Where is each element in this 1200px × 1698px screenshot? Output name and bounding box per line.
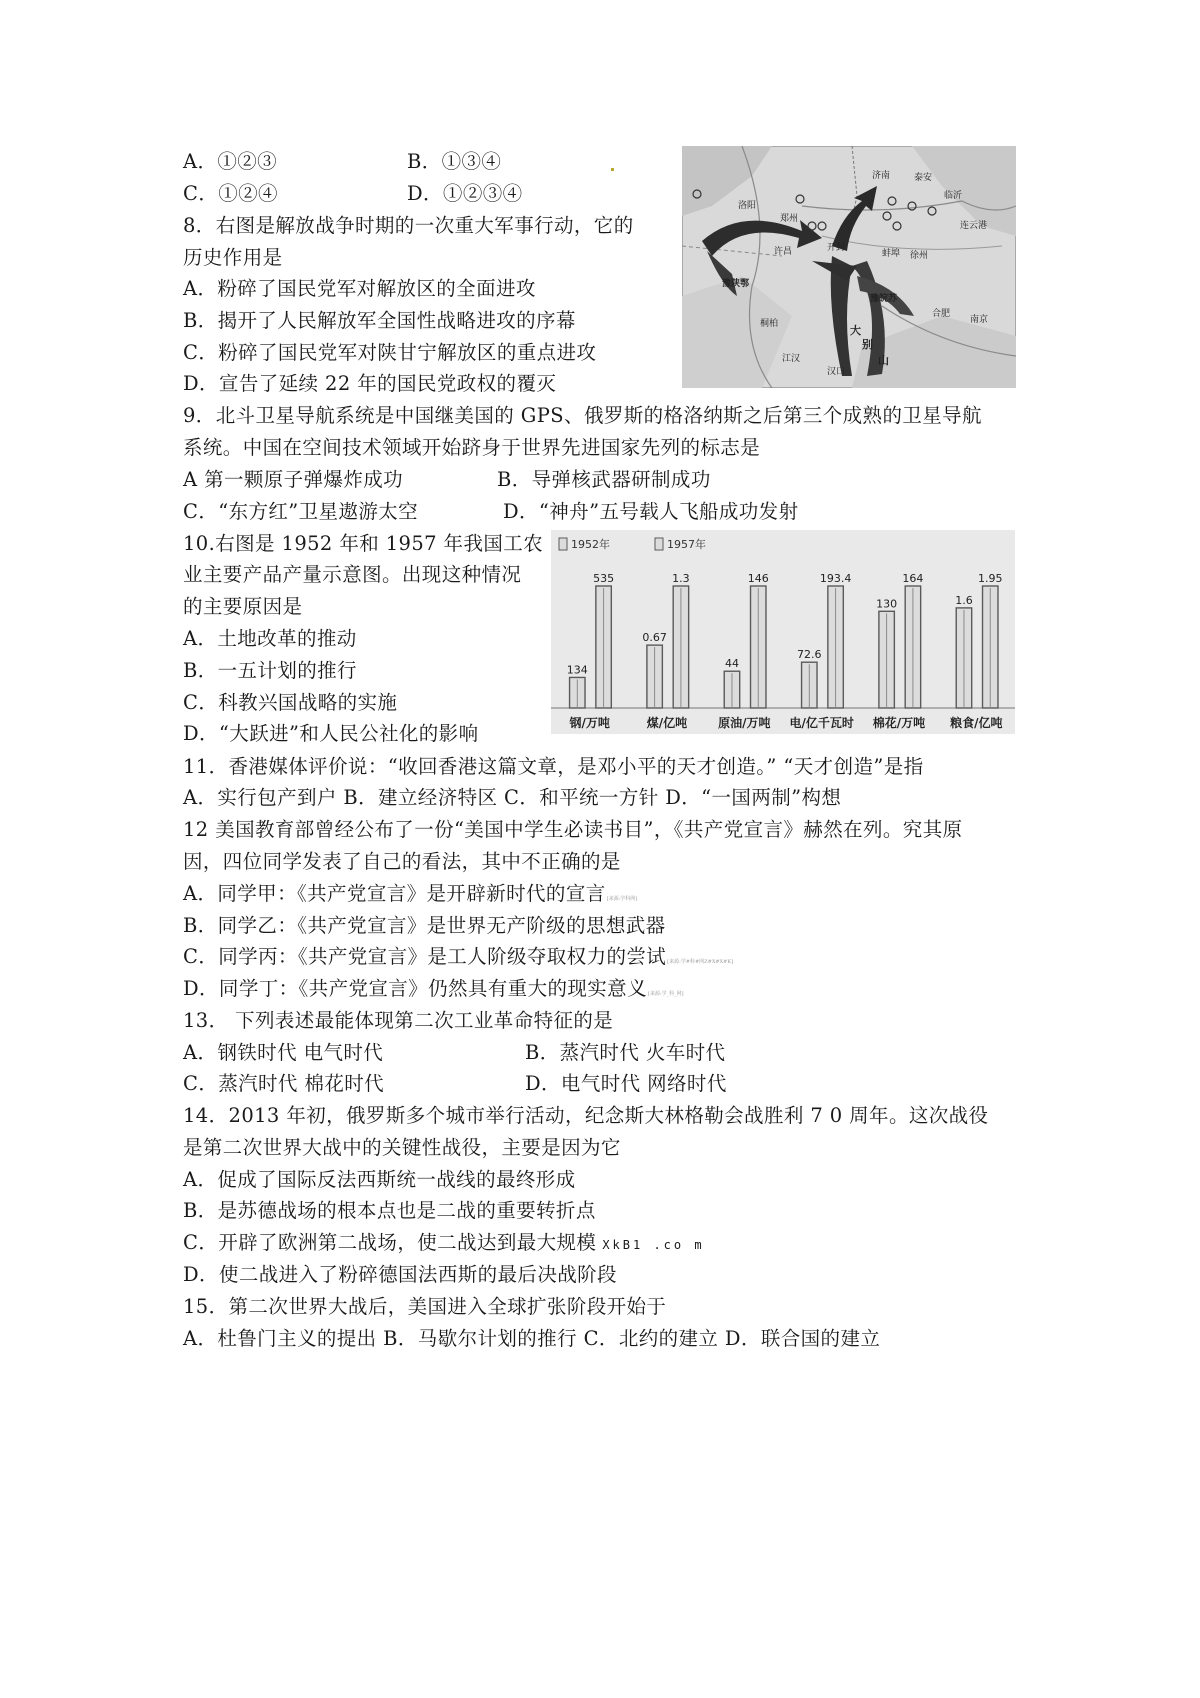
map-label: 许昌 bbox=[774, 247, 793, 257]
q8-option-d: D．宣告了延续 22 年的国民党政权的覆灭 bbox=[183, 372, 557, 395]
category-label: 原油/万吨 bbox=[718, 716, 771, 730]
q9-stem-line-2: 系统。中国在空间技术领域开始跻身于世界先进国家先列的标志是 bbox=[183, 436, 761, 459]
map-label: 桐柏 bbox=[760, 319, 779, 329]
map-label: 泰安 bbox=[914, 173, 933, 183]
site-watermark: XkB1 .co m bbox=[602, 1238, 705, 1252]
category-label: 电/亿千瓦时 bbox=[789, 716, 854, 730]
map-label: 汉口 bbox=[827, 367, 846, 377]
bar-value-label: 130 bbox=[876, 597, 898, 611]
q10-option-a: A．土地改革的推动 bbox=[183, 627, 357, 650]
q9-option-a: A 第一颗原子弹爆炸成功 bbox=[183, 468, 404, 491]
map-label: 别 bbox=[862, 338, 873, 351]
q7-option-a: A．①②③ bbox=[183, 150, 278, 173]
q11-stem: 11．香港媒体评价说：“收回香港这篇文章，是邓小平的天才创造。” “天才创造”是指 bbox=[183, 755, 924, 778]
map-label: 开封 bbox=[827, 243, 846, 253]
map-label: 临沂 bbox=[944, 191, 963, 201]
category-label: 棉花/万吨 bbox=[872, 716, 926, 730]
q13-option-c: C．蒸汽时代 棉花时代 bbox=[183, 1072, 385, 1095]
q12-option-c bbox=[183, 945, 733, 974]
q12-option-d-text: D．同学丁：《共产党宣言》仍然具有重大的现实意义 bbox=[183, 977, 647, 1000]
q8-stem-line-1: 8．右图是解放战争时期的一次重大军事行动，它的 bbox=[183, 214, 634, 237]
q8-option-a: A．粉碎了国民党军对解放区的全面进攻 bbox=[183, 277, 536, 300]
map-label: 徐州 bbox=[910, 251, 929, 261]
q14-option-b: B．是苏德战场的根本点也是二战的重要转折点 bbox=[183, 1199, 596, 1222]
q13-option-d: D．电气时代 网络时代 bbox=[525, 1072, 727, 1095]
q12-option-b: B．同学乙：《共产党宣言》是世界无产阶级的思想武器 bbox=[183, 914, 666, 937]
q9-option-b: B．导弹核武器研制成功 bbox=[497, 468, 711, 491]
stray-mark bbox=[611, 168, 614, 171]
source-watermark: [来源:学#科#网Z#X#X#K] bbox=[667, 959, 734, 965]
map-label: 江汉 bbox=[782, 354, 801, 364]
q12-option-a bbox=[183, 882, 637, 911]
q8-stem-line-2: 历史作用是 bbox=[183, 246, 283, 269]
q10-option-d: D．“大跃进”和人民公社化的影响 bbox=[183, 722, 479, 745]
map-label: 大 bbox=[850, 324, 861, 337]
q14-option-c-text: C．开辟了欧洲第二战场，使二战达到最大规模 bbox=[183, 1231, 597, 1254]
bar-value-label: 146 bbox=[747, 572, 769, 585]
campaign-map bbox=[682, 146, 1016, 388]
bar-value-label: 1.3 bbox=[672, 572, 690, 585]
bar-value-label: 535 bbox=[593, 572, 615, 585]
q15-options: A．杜鲁门主义的提出 B．马歇尔计划的推行 C．北约的建立 D．联合国的建立 bbox=[183, 1327, 881, 1350]
q11-options: A．实行包产到户 B．建立经济特区 C．和平统一方针 D．“一国两制”构想 bbox=[183, 786, 842, 809]
map-label: 豫陕鄂 bbox=[722, 279, 750, 289]
q8-option-b: B．揭开了人民解放军全国性战略进攻的序幕 bbox=[183, 309, 576, 332]
q7-option-b: B．①③④ bbox=[407, 150, 502, 173]
legend-label: 1957年 bbox=[667, 538, 706, 551]
source-watermark: [来源:学科网] bbox=[606, 896, 638, 902]
q14-option-a: A．促成了国际反法西斯统一战线的最终形成 bbox=[183, 1168, 576, 1191]
map-label: 洛阳 bbox=[738, 201, 757, 211]
q10-option-c: C．科教兴国战略的实施 bbox=[183, 691, 398, 714]
bar-value-label: 164 bbox=[902, 572, 924, 585]
q14-stem-line-2: 是第二次世界大战中的关键性战役，主要是因为它 bbox=[183, 1136, 621, 1159]
q9-option-c: C．“东方红”卫星遨游太空 bbox=[183, 500, 419, 523]
q12-stem-line-1: 12 美国教育部曾经公布了一份“美国中学生必读书目”，《共产党宣言》赫然在列。究其原 bbox=[183, 818, 963, 841]
category-label: 钢/万吨 bbox=[569, 716, 610, 730]
map-label: 连云港 bbox=[960, 221, 988, 231]
map-label: 南京 bbox=[970, 315, 989, 325]
map-label: 豫皖苏 bbox=[870, 294, 898, 304]
q12-stem-line-2: 因，四位同学发表了自己的看法，其中不正确的是 bbox=[183, 850, 621, 873]
map-label: 蚌埠 bbox=[882, 249, 901, 259]
q14-option-d: D．使二战进入了粉碎德国法西斯的最后决战阶段 bbox=[183, 1263, 617, 1286]
q12-option-a-text: A．同学甲：《共产党宣言》是开辟新时代的宣言 bbox=[183, 882, 606, 905]
q12-option-d bbox=[183, 977, 684, 1006]
bar-value-label: 44 bbox=[724, 657, 739, 671]
bar-value-label: 134 bbox=[566, 663, 588, 677]
bar-value-label: 1.95 bbox=[978, 572, 1003, 585]
q10-stem-line-2: 业主要产品产量示意图。出现这种情况 bbox=[183, 563, 522, 586]
production-bar-chart-svg bbox=[551, 530, 1015, 734]
q14-option-c bbox=[183, 1231, 705, 1257]
map-label: 山 bbox=[878, 354, 889, 367]
campaign-map-figure bbox=[682, 146, 1016, 388]
q9-stem-line-1: 9．北斗卫星导航系统是中国继美国的 GPS、俄罗斯的格洛纳斯之后第三个成熟的卫星导航 bbox=[183, 404, 982, 427]
q7-option-c: C．①②④ bbox=[183, 182, 278, 205]
category-label: 煤/亿吨 bbox=[646, 716, 688, 730]
bar-value-label: 1.6 bbox=[955, 593, 973, 607]
map-label: 郑州 bbox=[780, 214, 799, 224]
production-bar-chart bbox=[551, 530, 1015, 734]
bar-value-label: 72.6 bbox=[797, 648, 822, 662]
q14-stem-line-1: 14．2013 年初，俄罗斯多个城市举行活动，纪念斯大林格勒会战胜利 7 0 周年。这次战役 bbox=[183, 1104, 989, 1127]
q13-option-a: A．钢铁时代 电气时代 bbox=[183, 1041, 384, 1064]
q7-option-d: D．①②③④ bbox=[407, 182, 523, 205]
q15-stem: 15．第二次世界大战后，美国进入全球扩张阶段开始于 bbox=[183, 1295, 667, 1318]
legend-label: 1952年 bbox=[571, 538, 610, 551]
legend-swatch bbox=[655, 538, 663, 550]
category-label: 粮食/亿吨 bbox=[950, 716, 1003, 730]
q8-option-c: C．粉碎了国民党军对陕甘宁解放区的重点进攻 bbox=[183, 341, 597, 364]
q13-option-b: B．蒸汽时代 火车时代 bbox=[525, 1041, 726, 1064]
legend-swatch bbox=[559, 538, 567, 550]
map-label: 合肥 bbox=[932, 309, 951, 319]
bar-value-label: 0.67 bbox=[642, 631, 667, 645]
q9-option-d: D．“神舟”五号载人飞船成功发射 bbox=[503, 500, 799, 523]
q10-option-b: B．一五计划的推行 bbox=[183, 659, 357, 682]
map-label: 济南 bbox=[872, 171, 891, 181]
source-watermark: [来源:学_科_网] bbox=[648, 991, 684, 997]
q12-option-c-text: C．同学丙：《共产党宣言》是工人阶级夺取权力的尝试 bbox=[183, 945, 667, 968]
bar-value-label: 193.4 bbox=[819, 572, 852, 585]
q13-stem: 13． 下列表述最能体现第二次工业革命特征的是 bbox=[183, 1009, 614, 1032]
q10-stem-line-1: 10.右图是 1952 年和 1957 年我国工农 bbox=[183, 532, 544, 555]
chart-background bbox=[551, 530, 1015, 734]
q10-stem-line-3: 的主要原因是 bbox=[183, 595, 303, 618]
